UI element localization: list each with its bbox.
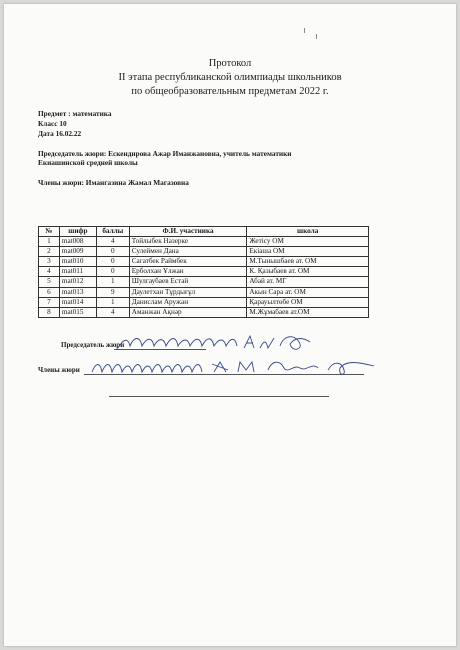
table-row bbox=[39, 267, 369, 277]
jury-chair-info bbox=[38, 149, 418, 167]
protocol-subtitle-line-1: II этапа республиканской олимпиады школьников bbox=[118, 72, 342, 83]
school: К. Қазыбаев ат. ОМ bbox=[247, 267, 369, 277]
school: Жетісу ОМ bbox=[247, 237, 369, 247]
subject-line: Предмет : математика bbox=[38, 109, 112, 118]
protocol-title: Протокол bbox=[208, 58, 252, 69]
header-school: школа bbox=[247, 227, 369, 237]
table-row bbox=[39, 257, 369, 267]
participant-code: mat015 bbox=[59, 307, 96, 317]
participant-name: Тойлыбек Назерке bbox=[129, 237, 247, 247]
header-score: баллы bbox=[96, 227, 129, 237]
row-number: 6 bbox=[39, 287, 60, 297]
school: Екіаша ОМ bbox=[247, 247, 369, 257]
table-row bbox=[39, 297, 369, 307]
participant-code: mat012 bbox=[59, 277, 96, 287]
scan-mark bbox=[316, 34, 317, 39]
grade-line: Класс 10 bbox=[38, 119, 67, 128]
participant-code: mat010 bbox=[59, 257, 96, 267]
participant-name: Аманжан Ақнәр bbox=[129, 307, 247, 317]
participant-name: Сагатбек Раймбек bbox=[129, 257, 247, 267]
row-number: 7 bbox=[39, 297, 60, 307]
school: Акын Сара ат. ОМ bbox=[247, 287, 369, 297]
score: 1 bbox=[96, 277, 129, 287]
participant-code: mat008 bbox=[59, 237, 96, 247]
participant-code: mat009 bbox=[59, 247, 96, 257]
table-row bbox=[39, 247, 369, 257]
score: 0 bbox=[96, 247, 129, 257]
protocol-subtitle-line-2: по общеобразовательным предметам 2022 г. bbox=[131, 86, 329, 97]
table-row bbox=[39, 277, 369, 287]
results-table bbox=[38, 226, 369, 318]
participant-name: Шулгаубаев Естай bbox=[129, 277, 247, 287]
members-signature-label: Члены жюри bbox=[38, 366, 80, 374]
score: 4 bbox=[96, 307, 129, 317]
school: Қарауылтөбе ОМ bbox=[247, 297, 369, 307]
school: М.Жұмабаев ат.ОМ bbox=[247, 307, 369, 317]
chair-signature-label: Председатель жюри bbox=[61, 341, 125, 349]
bottom-signature-line bbox=[109, 396, 329, 397]
score: 1 bbox=[96, 297, 129, 307]
protocol-page bbox=[4, 4, 456, 646]
participant-code: mat011 bbox=[59, 267, 96, 277]
score: 9 bbox=[96, 287, 129, 297]
jury-chair-line-2: Екиашинской средней школы bbox=[38, 158, 138, 167]
row-number: 5 bbox=[39, 277, 60, 287]
jury-members-line: Члены жюри: Имангазина Жамал Магазовна bbox=[38, 178, 189, 187]
jury-chair-line-1: Председатель жюри: Ескендирова Ажар Иманжановна, учитель математики bbox=[38, 149, 292, 158]
score: 0 bbox=[96, 267, 129, 277]
row-number: 3 bbox=[39, 257, 60, 267]
table-row bbox=[39, 307, 369, 317]
scan-mark bbox=[304, 28, 305, 33]
header-code: шифр bbox=[59, 227, 96, 237]
participant-code: mat014 bbox=[59, 297, 96, 307]
table-row bbox=[39, 237, 369, 247]
row-number: 4 bbox=[39, 267, 60, 277]
header-number: № bbox=[39, 227, 60, 237]
participant-name: Ерболхан Ұлжан bbox=[129, 267, 247, 277]
table-header-row bbox=[39, 227, 369, 237]
chair-handwritten-signature bbox=[114, 330, 314, 356]
header-participant: Ф.И. участника bbox=[129, 227, 247, 237]
participant-name: Даулетхан Тұрдығұл bbox=[129, 287, 247, 297]
members-handwritten-signature bbox=[88, 356, 378, 378]
score: 0 bbox=[96, 257, 129, 267]
participant-code: mat013 bbox=[59, 287, 96, 297]
row-number: 8 bbox=[39, 307, 60, 317]
participant-name: Данислам Аружан bbox=[129, 297, 247, 307]
row-number: 1 bbox=[39, 237, 60, 247]
school: Абай ат. МГ bbox=[247, 277, 369, 287]
score: 4 bbox=[96, 237, 129, 247]
school: М.Тынышбаев ат. ОМ bbox=[247, 257, 369, 267]
table-row bbox=[39, 287, 369, 297]
row-number: 2 bbox=[39, 247, 60, 257]
date-line: Дата 16.02.22 bbox=[38, 129, 82, 138]
participant-name: Сулеймен Дана bbox=[129, 247, 247, 257]
